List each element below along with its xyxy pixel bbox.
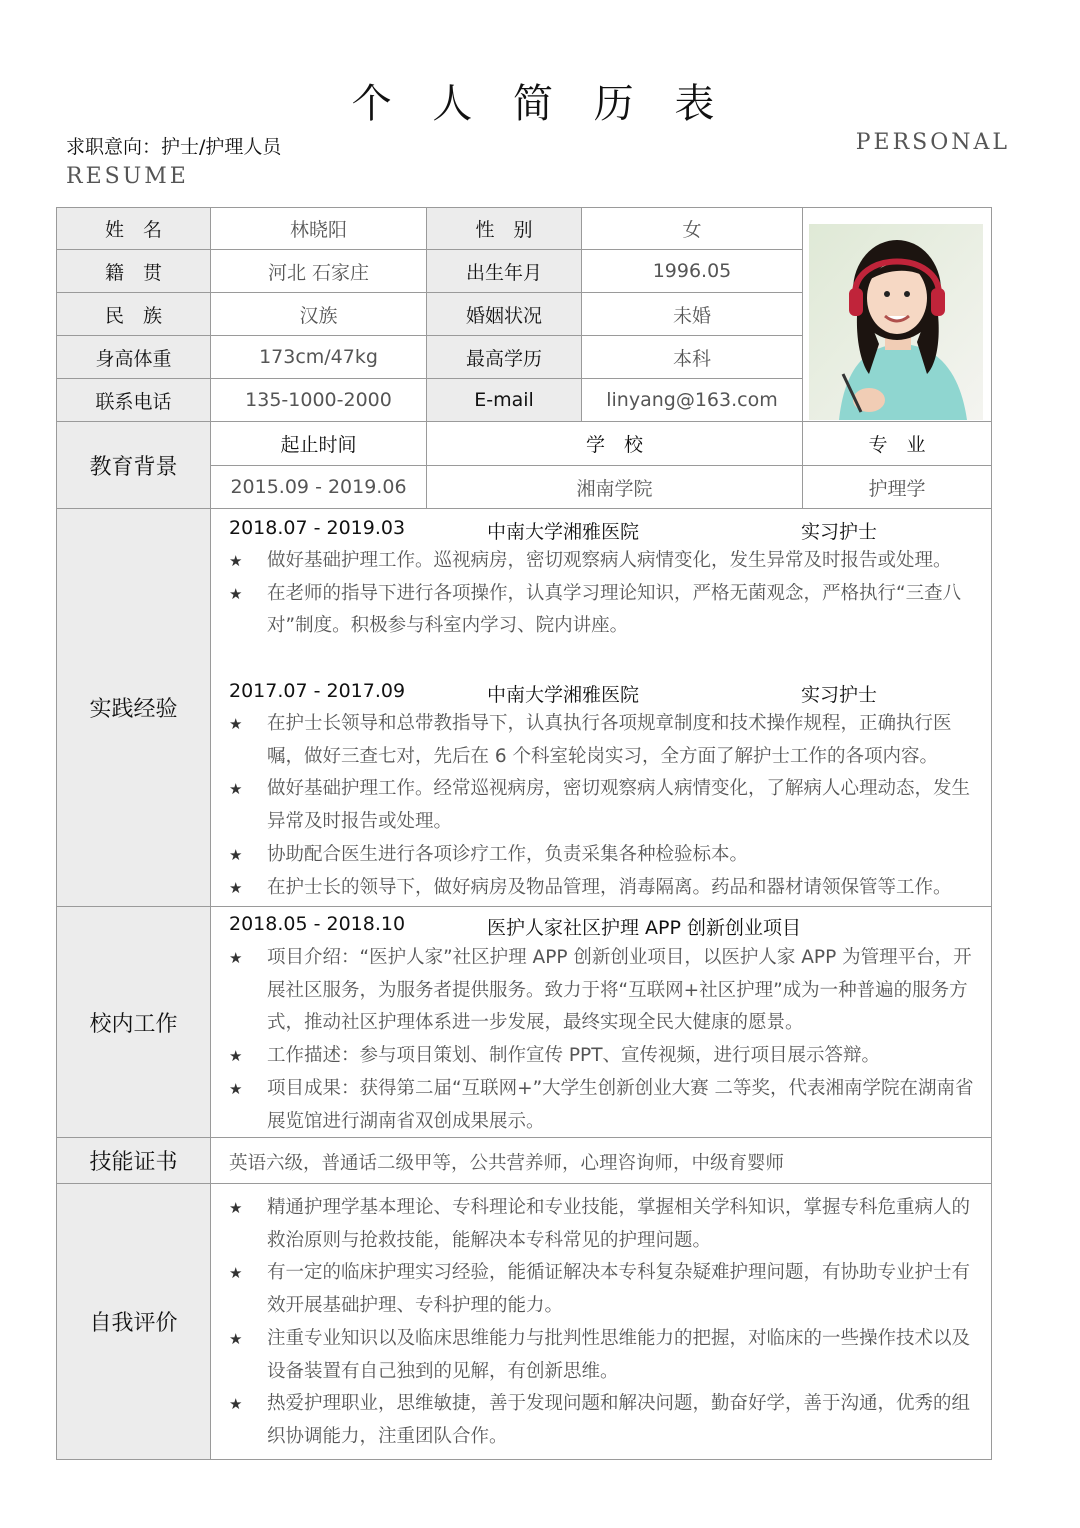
name-label: 姓 名 bbox=[56, 207, 211, 250]
practice-entry-1-date: 2018.07 - 2019.03 bbox=[229, 517, 406, 539]
campus-date: 2018.05 - 2018.10 bbox=[229, 913, 406, 935]
skills-text: 英语六级，普通话二级甲等，公共营养师，心理咨询师，中级育婴师 bbox=[229, 1153, 785, 1174]
practice-entry-2-list bbox=[229, 708, 981, 904]
birth-label: 出生年月 bbox=[426, 249, 582, 293]
marital-label: 婚姻状况 bbox=[426, 292, 582, 336]
campus-list bbox=[229, 942, 981, 1138]
skills-content bbox=[210, 1137, 992, 1184]
list-item: ★ 在护士长的领导下，做好病房及物品管理，消毒隔离。药品和器材请领保管等工作。 bbox=[229, 872, 981, 905]
list-item: ★ 精通护理学基本理论、专科理论和专业技能，掌握相关学科知识，掌握专科危重病人的救治原则与抢救技能，能解决本专科常见的护理问题。 bbox=[229, 1192, 981, 1257]
degree-label: 最高学历 bbox=[426, 335, 582, 379]
star-icon: ★ bbox=[229, 1264, 243, 1283]
body-value: 173cm/47kg bbox=[210, 335, 427, 379]
list-item: ★ 协助配合医生进行各项诊疗工作，负责采集各种检验标本。 bbox=[229, 839, 981, 872]
degree-value: 本科 bbox=[581, 335, 803, 379]
skills-label: 技能证书 bbox=[56, 1137, 211, 1184]
practice-entry-2-role: 实习护士 bbox=[801, 684, 878, 706]
list-item: ★ 做好基础护理工作。巡视病房，密切观察病人病情变化，发生异常及时报告或处理。 bbox=[229, 545, 981, 578]
education-label: 教育背景 bbox=[56, 421, 211, 509]
list-item: ★ 在老师的指导下进行各项操作，认真学习理论知识，严格无菌观念，严格执行“三查八对”制度。积极参与科室内学习、院内讲座。 bbox=[229, 578, 981, 643]
practice-entry-1-role: 实习护士 bbox=[801, 521, 878, 543]
list-item: ★ 项目介绍：“医护人家”社区护理 APP 创新创业项目，以医护人家 APP 为管理平台，开展社区服务，为服务者提供服务。致力于将“互联网+社区护理”成为一种普遍的服务方式，推动社区护理体系进一步发展，最终实现全民大健康的愿景。 bbox=[229, 942, 981, 1040]
page-title: 个 人 简 历 表 bbox=[351, 81, 729, 127]
email-label: E-mail bbox=[426, 378, 582, 422]
practice-content bbox=[210, 508, 992, 907]
body-label: 身高体重 bbox=[56, 335, 211, 379]
star-icon: ★ bbox=[229, 1199, 243, 1217]
star-icon: ★ bbox=[229, 1079, 243, 1098]
origin-value: 河北 石家庄 bbox=[210, 249, 427, 293]
education-col-school: 学 校 bbox=[426, 421, 803, 466]
list-item: ★ 做好基础护理工作。经常巡视病房，密切观察病人病情变化，了解病人心理动态，发生异常及时报告或处理。 bbox=[229, 773, 981, 838]
resume-heading: RESUME bbox=[66, 164, 189, 189]
self-list bbox=[229, 1192, 981, 1454]
star-icon: ★ bbox=[229, 780, 243, 799]
phone-label: 联系电话 bbox=[56, 378, 211, 422]
marital-value: 未婚 bbox=[581, 292, 803, 336]
personal-heading: PERSONAL bbox=[855, 130, 1010, 155]
profile-photo bbox=[809, 224, 983, 420]
practice-label: 实践经验 bbox=[56, 508, 211, 907]
photo-frame bbox=[802, 207, 992, 422]
star-icon: ★ bbox=[229, 878, 243, 897]
education-col-period: 起止时间 bbox=[210, 421, 427, 466]
list-item: ★ 有一定的临床护理实习经验，能循证解决本专科复杂疑难护理问题，有协助专业护士有效开展基础护理、专科护理的能力。 bbox=[229, 1257, 981, 1322]
education-col-major: 专 业 bbox=[802, 421, 992, 466]
star-icon: ★ bbox=[229, 1047, 243, 1066]
star-icon: ★ bbox=[229, 949, 243, 967]
origin-label: 籍 贯 bbox=[56, 249, 211, 293]
list-item: ★ 项目成果：获得第二届“互联网+”大学生创新创业大赛 二等奖，代表湘南学院在湖南省展览馆进行湖南省双创成果展示。 bbox=[229, 1073, 981, 1138]
email-value: linyang@163.com bbox=[581, 378, 803, 422]
self-label: 自我评价 bbox=[56, 1183, 211, 1460]
education-period: 2015.09 - 2019.06 bbox=[210, 465, 427, 509]
star-icon: ★ bbox=[229, 552, 243, 570]
self-content bbox=[210, 1183, 992, 1460]
list-item: ★ 注重专业知识以及临床思维能力与批判性思维能力的把握，对临床的一些操作技术以及设备装置有自己独到的见解，有创新思维。 bbox=[229, 1323, 981, 1388]
practice-entry-1-org: 中南大学湘雅医院 bbox=[487, 521, 640, 543]
birth-value: 1996.05 bbox=[581, 249, 803, 293]
star-icon: ★ bbox=[229, 1395, 243, 1414]
gender-value: 女 bbox=[581, 207, 803, 250]
star-icon: ★ bbox=[229, 1329, 243, 1348]
practice-entry-2-date: 2017.07 - 2017.09 bbox=[229, 680, 406, 702]
list-item: ★ 热爱护理职业，思维敏捷，善于发现问题和解决问题，勤奋好学，善于沟通，优秀的组织协调能力，注重团队合作。 bbox=[229, 1388, 981, 1453]
job-intent: 求职意向：护士/护理人员 bbox=[66, 136, 282, 158]
gender-label: 性 别 bbox=[426, 207, 582, 250]
phone-value: 135-1000-2000 bbox=[210, 378, 427, 422]
campus-label: 校内工作 bbox=[56, 906, 211, 1138]
star-icon: ★ bbox=[229, 584, 243, 603]
ethnic-label: 民 族 bbox=[56, 292, 211, 336]
campus-content bbox=[210, 906, 992, 1138]
list-item: ★ 在护士长领导和总带教指导下，认真执行各项规章制度和技术操作规程，正确执行医嘱，做好三查七对，先后在 6 个科室轮岗实习，全方面了解护士工作的各项内容。 bbox=[229, 708, 981, 773]
star-icon: ★ bbox=[229, 845, 243, 864]
ethnic-value: 汉族 bbox=[210, 292, 427, 336]
education-major: 护理学 bbox=[802, 465, 992, 509]
practice-entry-2-org: 中南大学湘雅医院 bbox=[487, 684, 640, 706]
star-icon: ★ bbox=[229, 715, 243, 733]
education-school: 湘南学院 bbox=[426, 465, 803, 509]
list-item: ★ 工作描述：参与项目策划、制作宣传 PPT、宣传视频，进行项目展示答辩。 bbox=[229, 1040, 981, 1073]
campus-project: 医护人家社区护理 APP 创新创业项目 bbox=[487, 917, 801, 939]
practice-entry-1-list bbox=[229, 545, 981, 643]
name-value: 林晓阳 bbox=[210, 207, 427, 250]
